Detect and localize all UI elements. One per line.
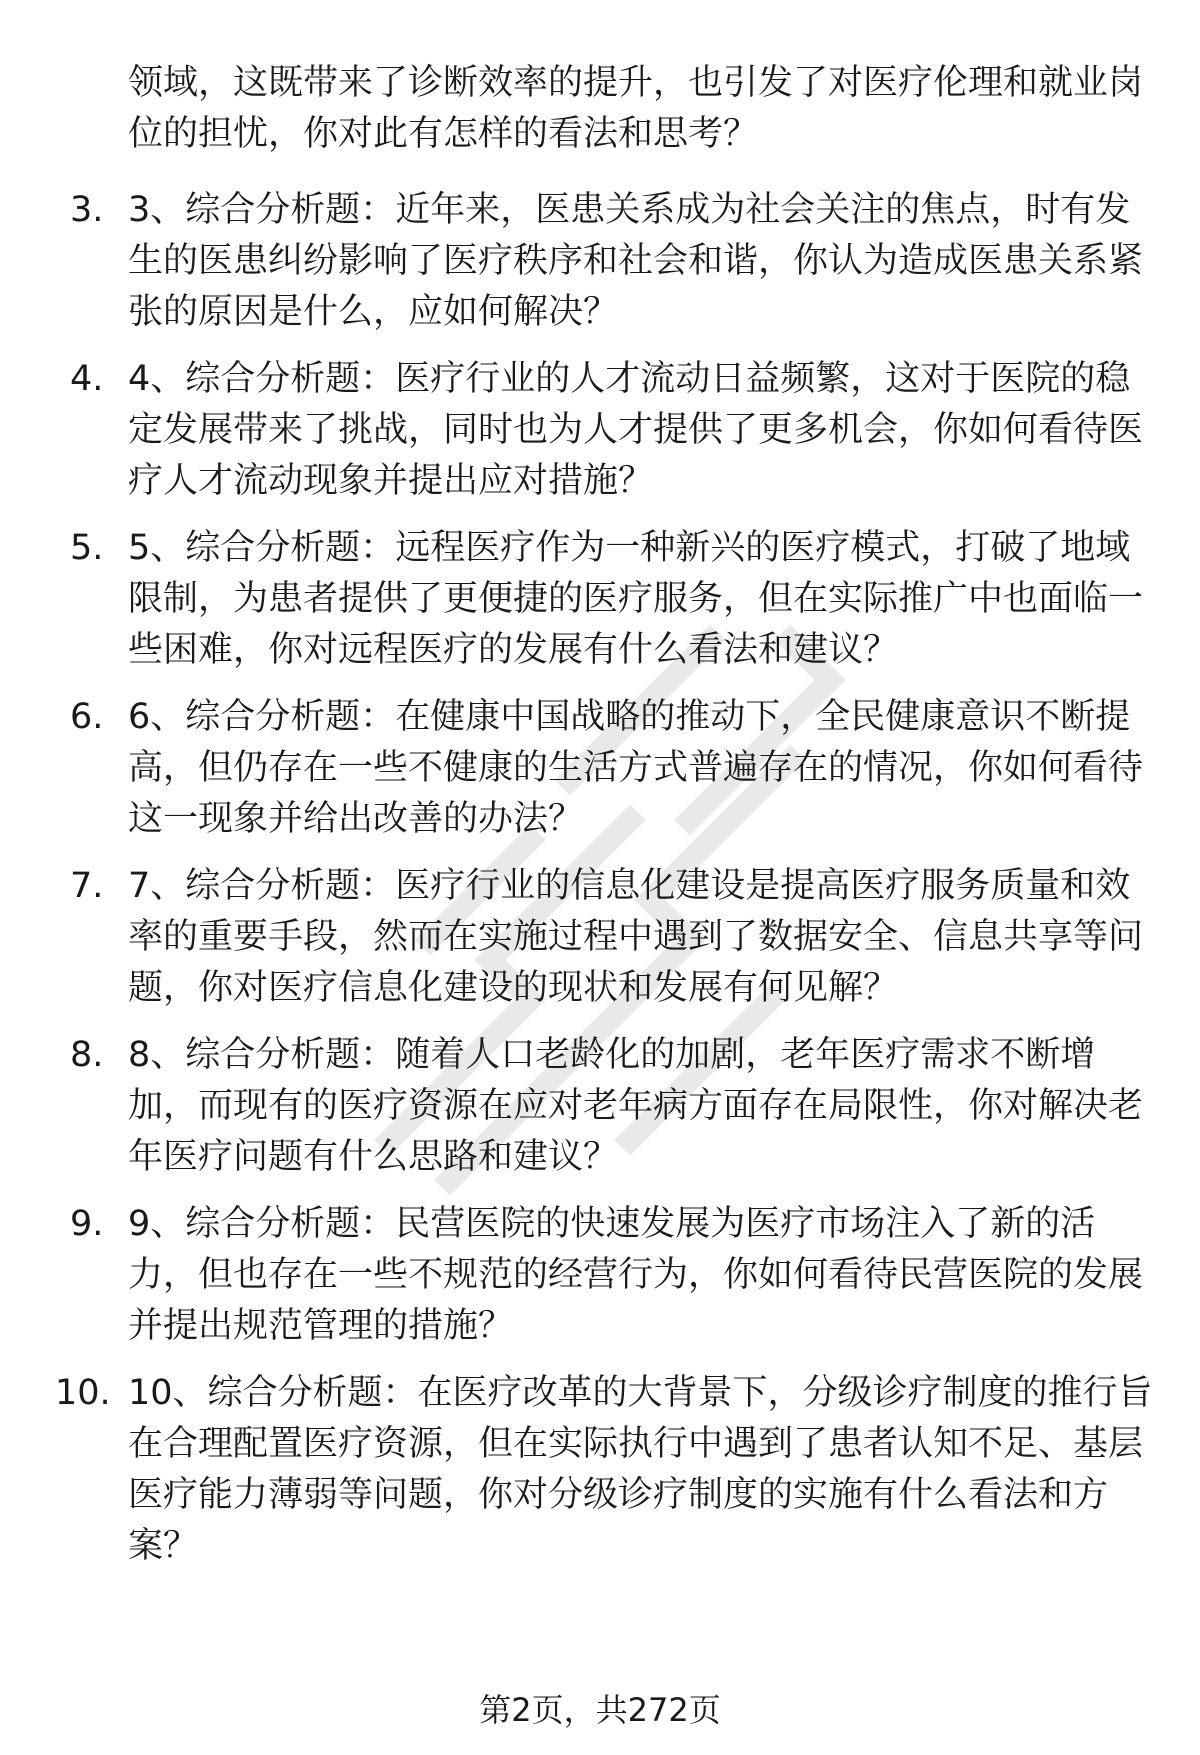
question-text: 4、综合分析题：医疗行业的人才流动日益频繁，这对于医院的稳定发展带来了挑战，同时也为人才提供了更多机会，你如何看待医疗人才流动现象并提出应对措施？ [128, 359, 1144, 501]
question-number: 7. [70, 866, 104, 906]
list-item [0, 354, 1200, 523]
question-number: 5. [70, 528, 104, 568]
question-text: 8、综合分析题：随着人口老龄化的加剧，老年医疗需求不断增加，而现有的医疗资源在应对老年病方面存在局限性，你对解决老年医疗问题有什么思路和建议？ [128, 1035, 1144, 1177]
list-item [0, 1030, 1200, 1199]
question-text: 3、综合分析题：近年来，医患关系成为社会关注的焦点，时有发生的医患纠纷影响了医疗秩序和社会和谐，你认为造成医患关系紧张的原因是什么，应如何解决？ [128, 190, 1144, 332]
list-item [0, 692, 1200, 861]
question-number: 8. [70, 1035, 104, 1075]
question-number: 6. [70, 697, 104, 737]
question-text: 10、综合分析题：在医疗改革的大背景下，分级诊疗制度的推行旨在合理配置医疗资源，但在实际执行中遇到了患者认知不足、基层医疗能力薄弱等问题，你对分级诊疗制度的实施有什么看法和方案？ [128, 1373, 1153, 1566]
list-item [0, 861, 1200, 1030]
list-item [0, 1368, 1200, 1566]
question-number: 4. [70, 359, 104, 399]
list-item [0, 1199, 1200, 1368]
question-text: 5、综合分析题：远程医疗作为一种新兴的医疗模式，打破了地域限制，为患者提供了更便捷的医疗服务，但在实际推广中也面临一些困难，你对远程医疗的发展有什么看法和建议？ [128, 528, 1144, 670]
question-text: 7、综合分析题：医疗行业的信息化建设是提高医疗服务质量和效率的重要手段，然而在实施过程中遇到了数据安全、信息共享等问题，你对医疗信息化建设的现状和发展有何见解？ [128, 866, 1144, 1008]
question-text: 9、综合分析题：民营医院的快速发展为医疗市场注入了新的活力，但也存在一些不规范的经营行为，你如何看待民营医院的发展并提出规范管理的措施？ [128, 1204, 1144, 1346]
question-number: 3. [70, 190, 104, 230]
list-item [0, 523, 1200, 692]
page-footer: 第2页，共272页 [479, 1691, 721, 1729]
question-text: 6、综合分析题：在健康中国战略的推动下，全民健康意识不断提高，但仍存在一些不健康的生活方式普遍存在的情况，你如何看待这一现象并给出改善的办法？ [128, 697, 1144, 839]
intro-paragraph: 领域，这既带来了诊断效率的提升，也引发了对医疗伦理和就业岗位的担忧，你对此有怎样的看法和思考？ [128, 63, 1144, 154]
list-item [0, 185, 1200, 354]
question-list [0, 185, 1200, 1566]
question-number: 9. [70, 1204, 104, 1244]
question-number: 10. [55, 1373, 111, 1413]
